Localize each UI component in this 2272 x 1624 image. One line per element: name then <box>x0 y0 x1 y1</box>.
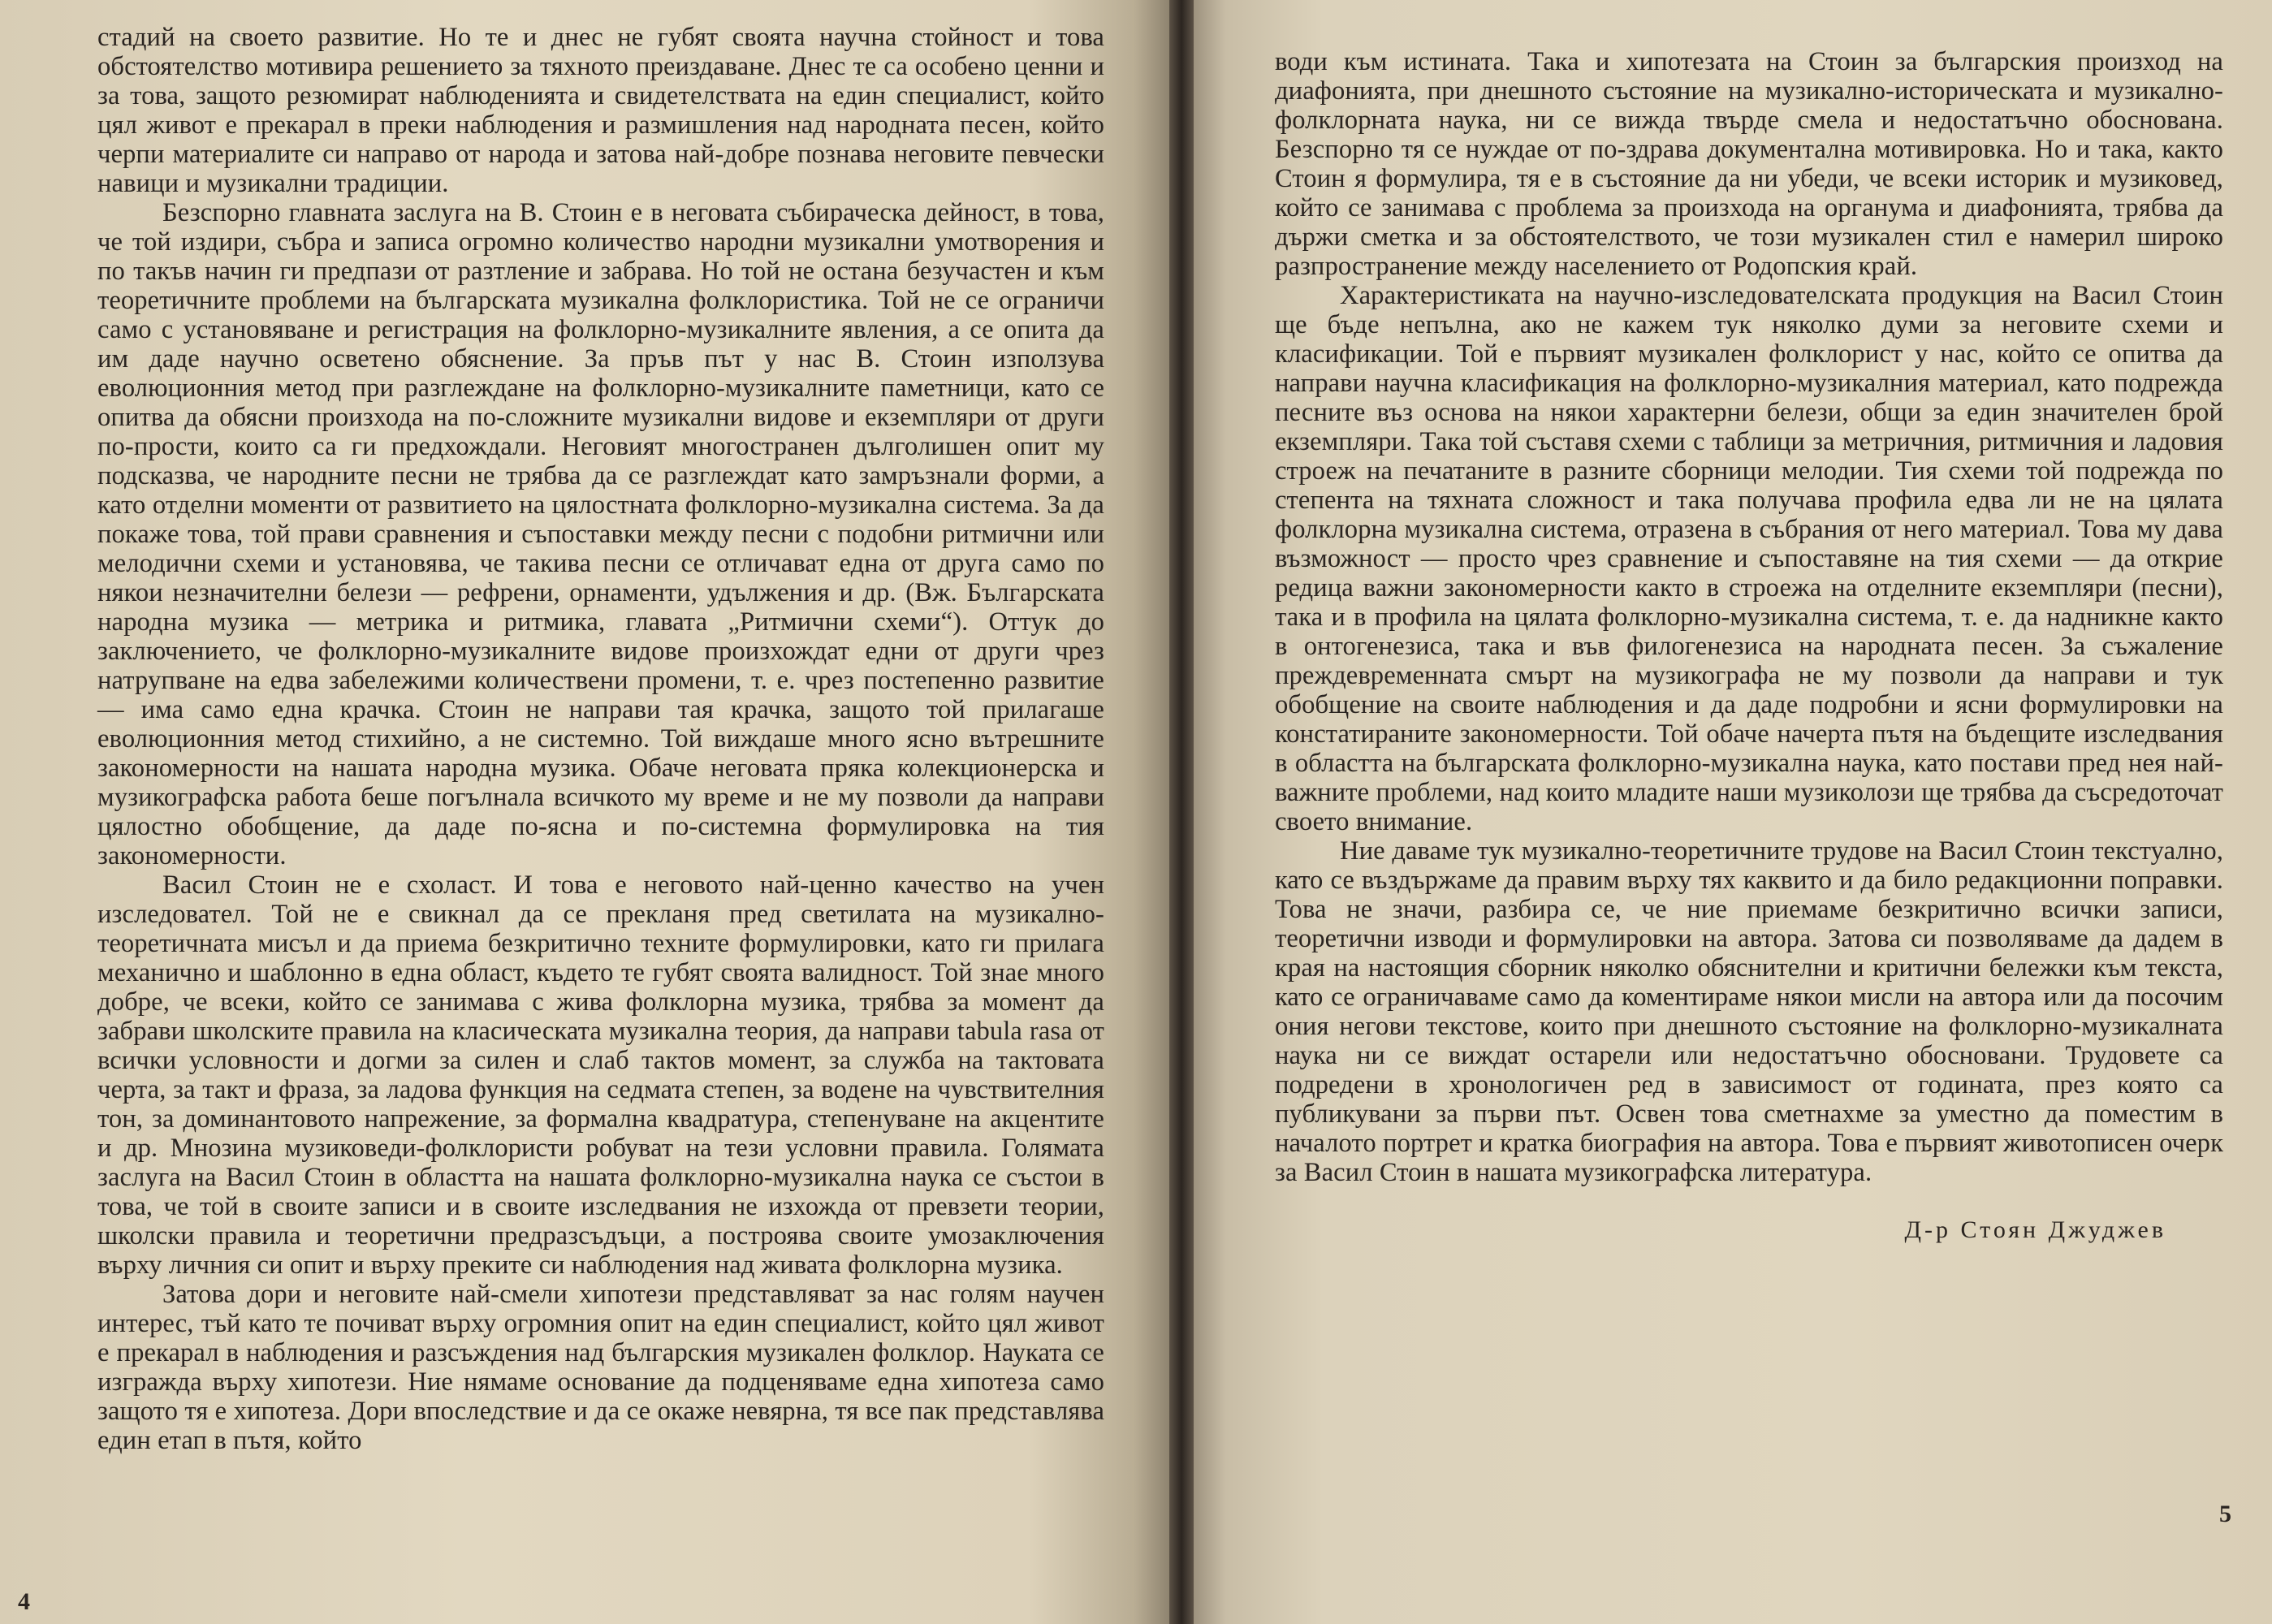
right-page-text <box>1275 47 2223 1187</box>
page-number: 4 <box>18 1588 30 1615</box>
paragraph: Васил Стоин не е схоласт. И това е неговото най-ценно качество на учен изследовател. Той не е свикнал да се прекланя пред светилата на музикално-теоретичната мисъл и да приема безкритично техните формулировки, като ги прилага механично и шаблонно в една област, където те губят своята валидност. Той знае много добре, че всеки, който се занимава с жива фолклорна музика, трябва за момент да забрави школските правила на класическата музикална теория, да направи tabula rasa от всички условности и догми за силен и слаб тактов момент, за служба на тактовата черта, за такт и фраза, за ладова функция на седмата степен, за водене на чувствителния тон, за доминантовото напрежение, за формална квадратура, степенуване на акцентите и др. Мнозина музиковеди-фолклористи робуват на тези условни правила. Голямата заслуга на Васил Стоин в областта на нашата фолклорно-музикална наука се състои в това, че той в своите записи и в своите изследвания не изхожда от превзети теории, школски правила и теоретични предразсъдъци, а построява своите умозаключения върху личния си опит и върху преките си наблюдения над живата фолклорна музика. <box>97 870 1104 1280</box>
author-signature: Д-р Стоян Джуджев <box>1904 1216 2166 1243</box>
paragraph: Ние даваме тук музикално-теоретичните трудове на Васил Стоин текстуално, като се въздържаме да правим върху тях каквито и да било редакционни поправки. Това не значи, разбира се, че ние приемаме безкритично всички записи, теоретични изводи и формулировки на автора. Затова си позволяваме да дадем в края на настоящия сборник няколко обяснителни и критични бележки към текста, като се ограничаваме само да коментираме някои мисли на автора или да посочим ония негови текстове, които при днешното състояние на фолклорно-музикалната наука ни се виждат остарели или недостатъчно обосновани. Трудовете са подредени в хронологичен ред в зависимост от годината, през която са публикувани за първи път. Освен това сметнахме за уместно да поместим в началото портрет и кратка биография на автора. Това е първият животописен очерк за Васил Стоин в нашата музикографска литература. <box>1275 836 2223 1187</box>
page-number: 5 <box>2219 1501 2231 1527</box>
right-page <box>1194 0 2272 1624</box>
paragraph: Характеристиката на научно-изследователската продукция на Васил Стоин ще бъде непълна, ако не кажем тук няколко думи за неговите схеми и класификации. Той е първият музикален фолклорист у нас, който се опитва да направи научна класификация на фолклорно-музикалния материал, като подрежда песните въз основа на някои характерни белези, общи за един значителен брой екземпляри. Така той съставя схеми с таблици за метричния, ритмичния и ладовия строеж на печатаните в разните сборници мелодии. Тия схеми той подрежда по степента на тяхната сложност и така получава профила едва ли не на цялата фолклорна музикална система, отразена в събрания от него материал. Това му дава възможност — просто чрез сравнение и съпоставяне на тия схеми — да открие редица важни закономерности както в строежа на отделните екземпляри (песни), така и в профила на цялата фолклорно-музикална система, т. е. да надникне както в онтогенезиса, така и във филогенезиса на народната песен. За съжаление преждевременната смърт на музикографа не му позволи да направи и тук обобщение на своите наблюдения и да даде подробни и ясни формулировки на констатираните закономерности. Той обаче начерта пътя на бъдещите изследвания в областта на българската фолклорно-музикална наука, като постави пред нея най-важните проблеми, над които младите наши музиколози ще трябва да съсредоточат своето внимание. <box>1275 281 2223 836</box>
paragraph: Безспорно главната заслуга на В. Стоин е в неговата събираческа дейност, в това, че той издири, събра и записа огромно количество народни музикални умотворения и по такъв начин ги предпази от разтление и забрава. Но той не остана безучастен и към теоретичните проблеми на българската музикална фолклористика. Той не се ограничи само с установяване и регистрация на фолклорно-музикалните явления, а се опита да им даде научно осветено обяснение. За пръв път у нас В. Стоин използува еволюционния метод при разглеждане на фолклорно-музикалните паметници, като се опитва да обясни произхода на по-сложните музикални видове и екземпляри от други по-прости, които са ги предхождали. Неговият многостранен дълголишен опит му подсказва, че народните песни не трябва да се разглеждат като замръзнали форми, а като отделни моменти от развитието на цялостната фолклорно-музикална система. За да покаже това, той прави сравнения и съпоставки между песни с подобни ритмични или мелодични схеми и установява, че такива песни се отличават една от друга само по някои незначителни белези — рефрени, орнаменти, удължения и др. (Вж. Българската народна музика — метрика и ритмика, главата „Ритмични схеми“). Оттук до заключението, че фолклорно-музикалните видове произхождат едни от други чрез натрупване на едва забележими количествени промени, т. е. чрез постепенно развитие — има само една крачка. Стоин не направи тая крачка, защото той прилагаше еволюционния метод стихийно, а не системно. Той виждаше много ясно вътрешните закономерности на нашата народна музика. Обаче неговата пряка колекционерска и музикографска работа беше погълнала всичкото му време и не му позволи да направи цялостно обобщение, да даде по-ясна и по-системна формулировка на тия закономерности. <box>97 198 1104 870</box>
book-gutter <box>1169 0 1194 1624</box>
paragraph: Затова дори и неговите най-смели хипотези представляват за нас голям научен интерес, тъй като те почиват върху огромния опит на един специалист, който цял живот е прекарал в наблюдения и разсъждения над българския музикален фолклор. Науката се изгражда върху хипотези. Ние нямаме основание да подценяваме една хипотеза само защото тя е хипотеза. Дори впоследствие и да се окаже невярна, тя все пак представлява един етап в пътя, който <box>97 1280 1104 1455</box>
paragraph: стадий на своето развитие. Но те и днес не губят своята научна стойност и това обстоятелство мотивира решението за тяхното преиздаване. Днес те са особено ценни и за това, защото резюмират наблюденията и свидетелствата на един специалист, който цял живот е прекарал в преки наблюдения и размишления над народната песен, който черпи материалите си направо от народа и затова най-добре познава неговите певчески навици и музикални традиции. <box>97 23 1104 198</box>
paragraph: води към истината. Така и хипотезата на Стоин за българския произход на диафонията, при днешното състояние на музикално-историческата и музикално-фолклорната наука, ни се вижда твърде смела и недостатъчно обоснована. Безспорно тя се нуждае от по-здрава документална мотивировка. Но и така, както Стоин я формулира, тя е в състояние да ни убеди, че всеки историк и музиковед, който се занимава с проблема за произхода на органума и диафонията, трябва да държи сметка и за обстоятелството, че този музикален стил е намерил широко разпространение между населението от Родопския край. <box>1275 47 2223 281</box>
left-page-text <box>97 23 1104 1455</box>
